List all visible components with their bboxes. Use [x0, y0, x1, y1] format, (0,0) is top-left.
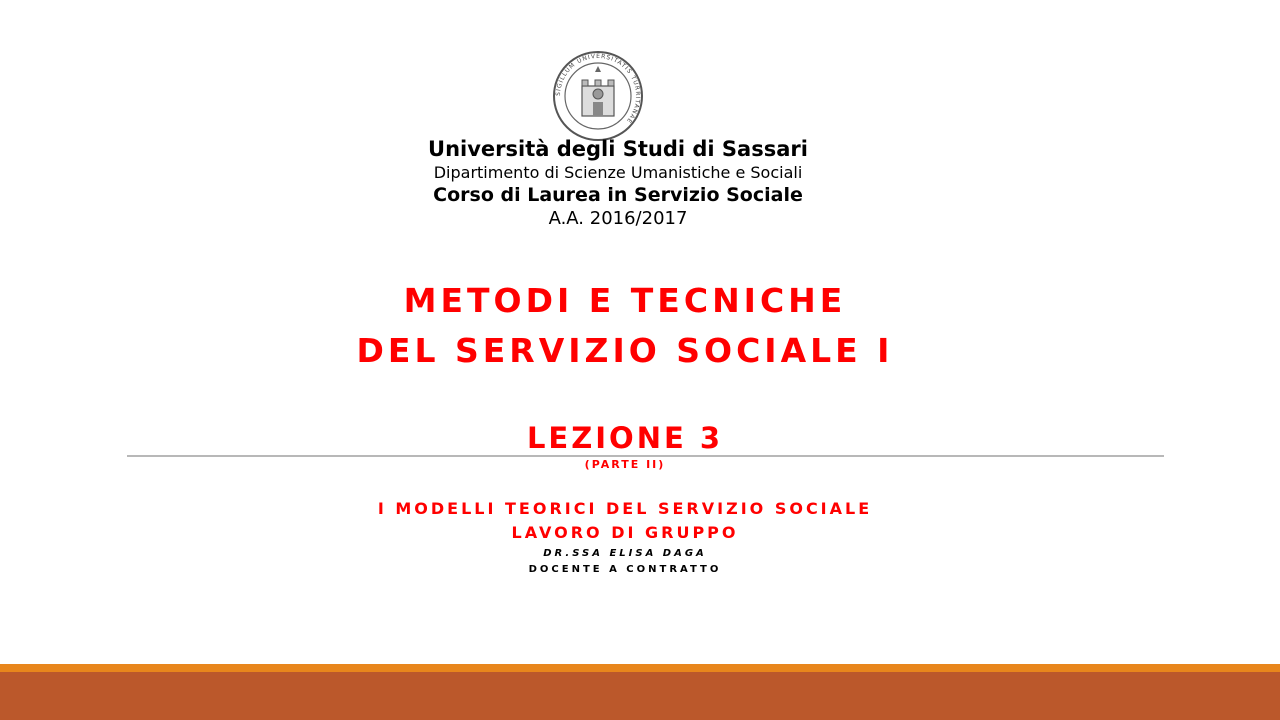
slide-title-line-1: METODI E TECNICHE: [403, 281, 847, 320]
university-seal-icon: [552, 50, 644, 142]
divider: [127, 455, 1164, 457]
seal-inscription: SIGILLUM UNIVERSITATIS TURRITANAE: [554, 52, 642, 125]
slide-title-line-2: DEL SERVIZIO SOCIALE I: [356, 331, 894, 370]
department-name: Dipartimento di Scienze Umanistiche e Sociali: [433, 163, 803, 182]
lesson-part: (PARTE II): [584, 458, 666, 471]
subtitle-line-1: I MODELLI TEORICI DEL SERVIZIO SOCIALE: [377, 499, 873, 518]
lesson-label: LEZIONE 3: [526, 421, 724, 455]
teacher-name: DR.SSA ELISA DAGA: [543, 548, 707, 559]
university-header: [318, 136, 918, 231]
university-name: Università degli Studi di Sassari: [428, 137, 808, 161]
course-name: Corso di Laurea in Servizio Sociale: [433, 184, 803, 206]
subtitle-line-2: LAVORO DI GRUPPO: [511, 523, 739, 542]
teacher-role: DOCENTE A CONTRATTO: [528, 564, 722, 575]
footer-bar: [0, 672, 1280, 720]
footer-accent-line: [0, 664, 1280, 672]
academic-year: A.A. 2016/2017: [548, 208, 688, 229]
